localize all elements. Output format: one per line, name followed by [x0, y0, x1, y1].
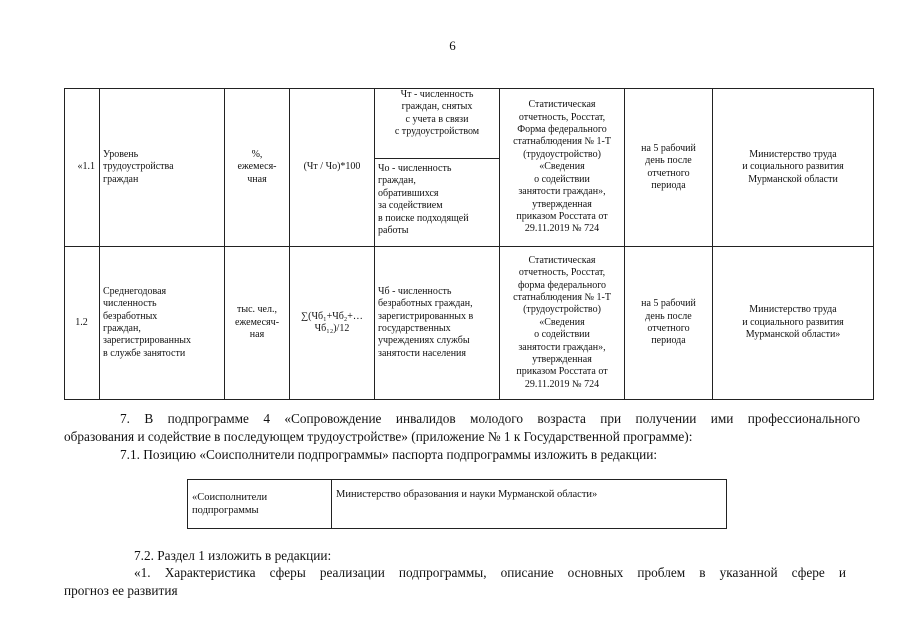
indicator-name: Уровень трудоустройства граждан: [100, 89, 225, 247]
indicator-unit: %, ежемеся- чная: [225, 89, 290, 247]
section-1-title-line-1: «1. Характеристика сферы реализации подпрограммы, описание основных проблем в указанной сфере и: [134, 565, 846, 580]
reporting-term: на 5 рабочий день после отчетного периода: [625, 247, 713, 400]
data-source: Статистическая отчетность, Росстат, форма федерального статнаблюдения № 1-Т (трудоустройство) «Сведения о содействии занятости граждан», утвержденная приказом Росстата от 29.11.2019 № 724: [500, 247, 625, 400]
reporting-term: на 5 рабочий день после отчетного периода: [625, 89, 713, 247]
indicator-formula: ∑(Чб₁+Чб₂+… Чб₁₂)/12: [290, 247, 375, 400]
paragraph-7-2: 7.2. Раздел 1 изложить в редакции:: [134, 548, 332, 563]
table-row: [65, 247, 874, 400]
data-source: Статистическая отчетность, Росстат, Форма федерального статнаблюдения № 1-Т (трудоустройство) «Сведения о содействии занятости граждан», утвержденная приказом Росстата от 29.11.2019 № 724: [500, 89, 625, 247]
co-executors-value: Министерство образования и науки Мурманской области»: [332, 480, 727, 529]
indicator-unit: тыс. чел., ежемесяч- ная: [225, 247, 290, 400]
indicator-formula: (Чт / Чо)*100: [290, 89, 375, 247]
responsible-body: Министерство труда и социального развития Мурманской области»: [713, 247, 874, 400]
row-number: 1.2: [65, 247, 100, 400]
row-number: «1.1: [65, 89, 100, 247]
variable-description: Чо - численность граждан, обратившихся за содействием в поиске подходящей работы: [375, 159, 500, 247]
page-number: 6: [449, 38, 456, 53]
responsible-body: Министерство труда и социального развития Мурманской области: [713, 89, 874, 247]
variable-description: Чб - численность безработных граждан, зарегистрированных в государственных учреждениях службы занятости населения: [375, 247, 500, 400]
paragraph-7-line-2: образования и содействие в последующем трудоустройстве» (приложение № 1 к Государственной программе):: [64, 429, 693, 444]
paragraph-7-1: 7.1. Позицию «Соисполнители подпрограммы» паспорта подпрограммы изложить в редакции:: [120, 447, 658, 462]
indicator-name: Среднегодовая численность безработных граждан, зарегистрированных в службе занятости: [100, 247, 225, 400]
co-executors-table: [187, 479, 727, 529]
variable-description: Чт - численность граждан, снятых с учета в связи с трудоустройством: [375, 89, 500, 159]
co-executors-label: «Соисполнители подпрограммы: [188, 480, 332, 529]
paragraph-7-line-1: 7. В подпрограмме 4 «Сопровождение инвалидов молодого возраста при получении ими профессионального: [120, 411, 860, 426]
indicators-table: [64, 88, 874, 400]
table-row: [65, 89, 874, 159]
section-1-title-line-2: прогноз ее развития: [64, 583, 178, 598]
table-row: [188, 480, 727, 529]
